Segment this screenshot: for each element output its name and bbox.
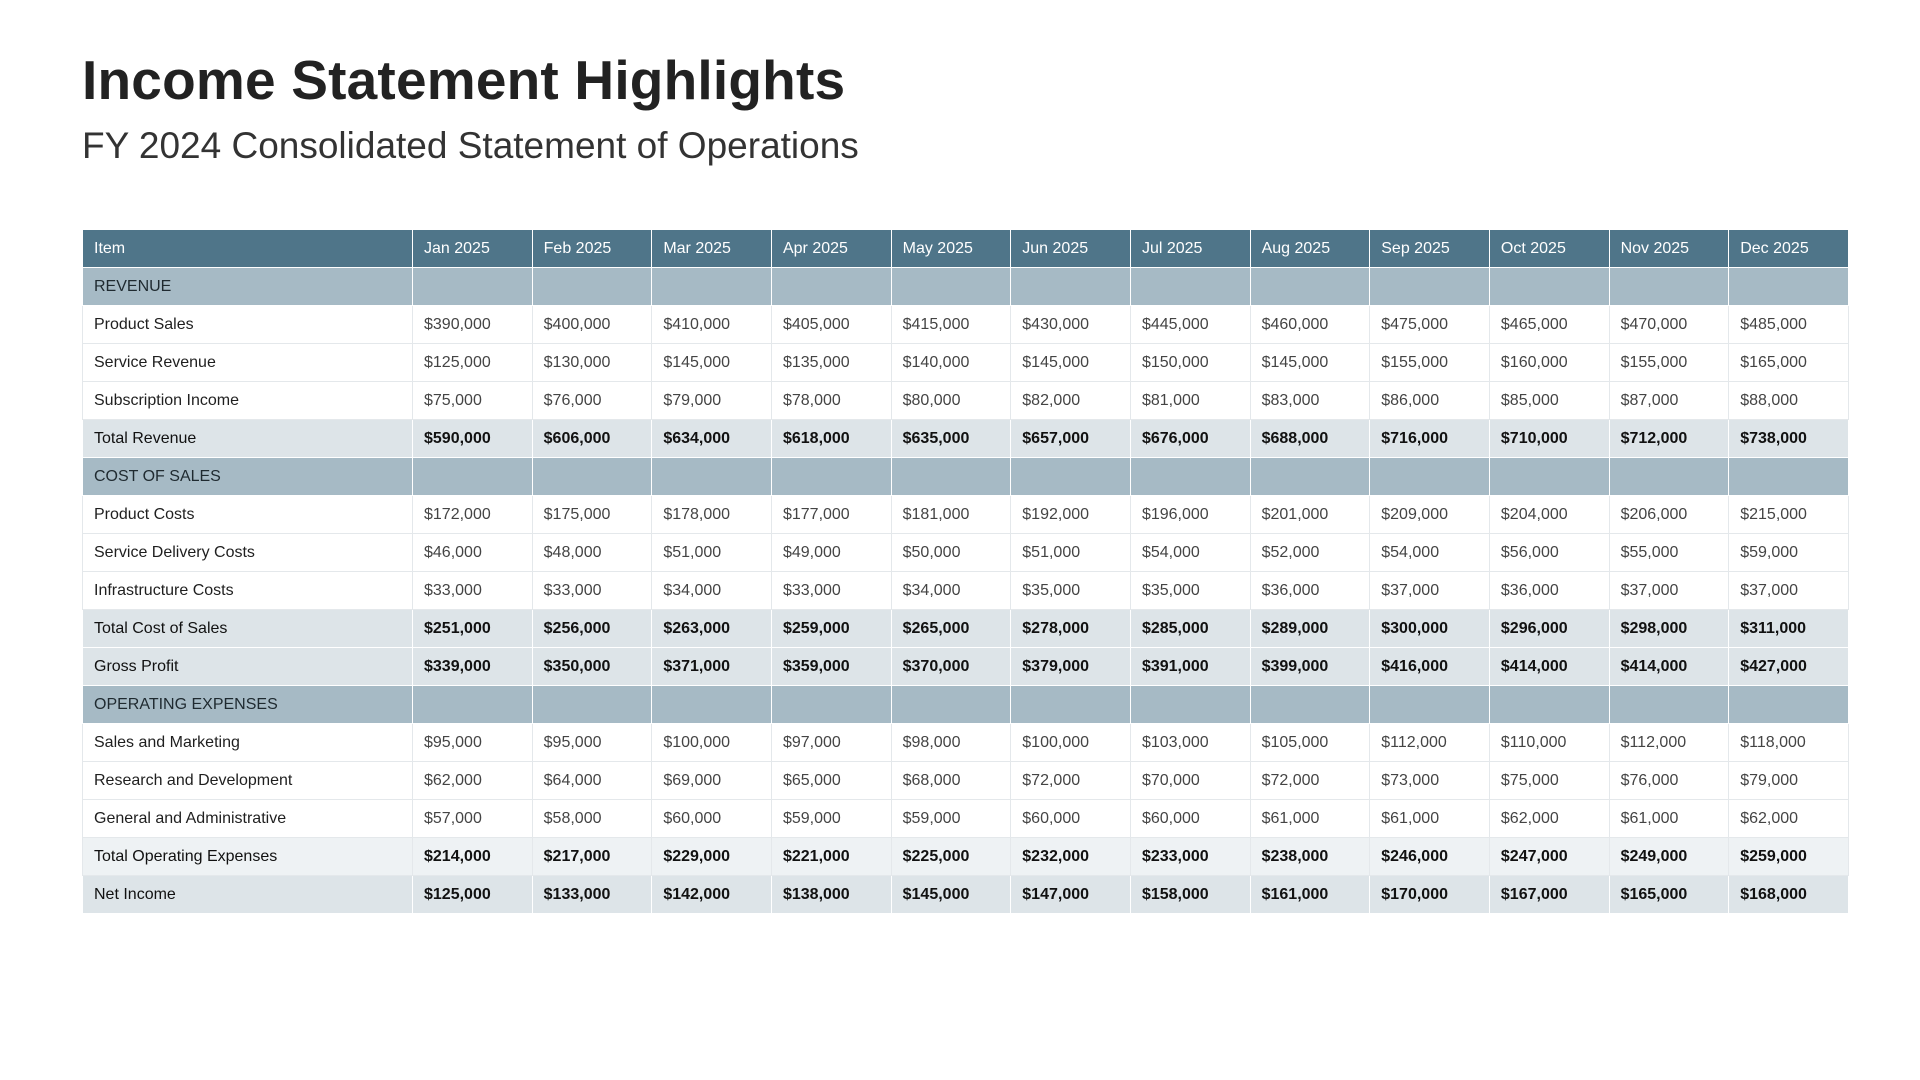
section-empty-cell	[1729, 268, 1849, 306]
section-empty-cell	[1130, 458, 1250, 496]
column-header-month: Apr 2025	[771, 230, 891, 268]
section-empty-cell	[891, 268, 1011, 306]
section-empty-cell	[1729, 458, 1849, 496]
value-cell: $414,000	[1609, 648, 1729, 686]
value-cell: $251,000	[413, 610, 533, 648]
section-empty-cell	[532, 686, 652, 724]
section-empty-cell	[652, 686, 772, 724]
section-header-row	[83, 686, 1849, 724]
value-cell: $296,000	[1489, 610, 1609, 648]
value-cell: $247,000	[1489, 838, 1609, 876]
column-header-month: Feb 2025	[532, 230, 652, 268]
value-cell: $50,000	[891, 534, 1011, 572]
value-cell: $75,000	[413, 382, 533, 420]
section-empty-cell	[1370, 686, 1490, 724]
value-cell: $97,000	[771, 724, 891, 762]
section-empty-cell	[652, 458, 772, 496]
row-label: Gross Profit	[83, 648, 413, 686]
value-cell: $445,000	[1130, 306, 1250, 344]
value-cell: $249,000	[1609, 838, 1729, 876]
row-label: Product Costs	[83, 496, 413, 534]
value-cell: $125,000	[413, 876, 533, 914]
value-cell: $300,000	[1370, 610, 1490, 648]
value-cell: $79,000	[1729, 762, 1849, 800]
value-cell: $657,000	[1011, 420, 1131, 458]
value-cell: $160,000	[1489, 344, 1609, 382]
table-row	[83, 496, 1849, 534]
value-cell: $606,000	[532, 420, 652, 458]
value-cell: $59,000	[891, 800, 1011, 838]
section-empty-cell	[1250, 686, 1370, 724]
value-cell: $400,000	[532, 306, 652, 344]
section-empty-cell	[413, 268, 533, 306]
value-cell: $165,000	[1609, 876, 1729, 914]
value-cell: $138,000	[771, 876, 891, 914]
value-cell: $475,000	[1370, 306, 1490, 344]
value-cell: $72,000	[1250, 762, 1370, 800]
income-statement-table-container	[82, 229, 1849, 914]
value-cell: $61,000	[1370, 800, 1490, 838]
total-row	[83, 876, 1849, 914]
value-cell: $80,000	[891, 382, 1011, 420]
value-cell: $72,000	[1011, 762, 1131, 800]
value-cell: $79,000	[652, 382, 772, 420]
value-cell: $59,000	[1729, 534, 1849, 572]
value-cell: $405,000	[771, 306, 891, 344]
section-label: REVENUE	[83, 268, 413, 306]
section-empty-cell	[1250, 458, 1370, 496]
value-cell: $201,000	[1250, 496, 1370, 534]
column-header-month: May 2025	[891, 230, 1011, 268]
row-label: Sales and Marketing	[83, 724, 413, 762]
value-cell: $37,000	[1729, 572, 1849, 610]
row-label: Research and Development	[83, 762, 413, 800]
value-cell: $118,000	[1729, 724, 1849, 762]
value-cell: $60,000	[1011, 800, 1131, 838]
value-cell: $225,000	[891, 838, 1011, 876]
value-cell: $430,000	[1011, 306, 1131, 344]
section-empty-cell	[1250, 268, 1370, 306]
value-cell: $78,000	[771, 382, 891, 420]
value-cell: $238,000	[1250, 838, 1370, 876]
row-label: Infrastructure Costs	[83, 572, 413, 610]
value-cell: $289,000	[1250, 610, 1370, 648]
value-cell: $145,000	[891, 876, 1011, 914]
value-cell: $83,000	[1250, 382, 1370, 420]
value-cell: $54,000	[1370, 534, 1490, 572]
value-cell: $57,000	[413, 800, 533, 838]
value-cell: $33,000	[771, 572, 891, 610]
value-cell: $590,000	[413, 420, 533, 458]
section-label: OPERATING EXPENSES	[83, 686, 413, 724]
value-cell: $33,000	[532, 572, 652, 610]
value-cell: $265,000	[891, 610, 1011, 648]
value-cell: $181,000	[891, 496, 1011, 534]
value-cell: $98,000	[891, 724, 1011, 762]
value-cell: $634,000	[652, 420, 772, 458]
value-cell: $36,000	[1489, 572, 1609, 610]
section-empty-cell	[1130, 268, 1250, 306]
value-cell: $100,000	[652, 724, 772, 762]
row-label: Total Cost of Sales	[83, 610, 413, 648]
section-empty-cell	[1370, 268, 1490, 306]
total-row	[83, 648, 1849, 686]
table-header-row	[83, 230, 1849, 268]
table-row	[83, 800, 1849, 838]
value-cell: $460,000	[1250, 306, 1370, 344]
value-cell: $110,000	[1489, 724, 1609, 762]
value-cell: $61,000	[1609, 800, 1729, 838]
value-cell: $76,000	[532, 382, 652, 420]
section-empty-cell	[1609, 268, 1729, 306]
value-cell: $712,000	[1609, 420, 1729, 458]
value-cell: $133,000	[532, 876, 652, 914]
value-cell: $379,000	[1011, 648, 1131, 686]
value-cell: $70,000	[1130, 762, 1250, 800]
section-empty-cell	[1489, 458, 1609, 496]
table-row	[83, 382, 1849, 420]
value-cell: $145,000	[1011, 344, 1131, 382]
value-cell: $359,000	[771, 648, 891, 686]
value-cell: $470,000	[1609, 306, 1729, 344]
value-cell: $278,000	[1011, 610, 1131, 648]
column-header-month: Sep 2025	[1370, 230, 1490, 268]
column-header-item: Item	[83, 230, 413, 268]
value-cell: $175,000	[532, 496, 652, 534]
value-cell: $350,000	[532, 648, 652, 686]
value-cell: $168,000	[1729, 876, 1849, 914]
value-cell: $140,000	[891, 344, 1011, 382]
value-cell: $81,000	[1130, 382, 1250, 420]
value-cell: $68,000	[891, 762, 1011, 800]
value-cell: $285,000	[1130, 610, 1250, 648]
section-header-row	[83, 268, 1849, 306]
value-cell: $46,000	[413, 534, 533, 572]
value-cell: $100,000	[1011, 724, 1131, 762]
value-cell: $142,000	[652, 876, 772, 914]
section-empty-cell	[1729, 686, 1849, 724]
value-cell: $85,000	[1489, 382, 1609, 420]
value-cell: $416,000	[1370, 648, 1490, 686]
row-label: Total Operating Expenses	[83, 838, 413, 876]
column-header-month: Jan 2025	[413, 230, 533, 268]
value-cell: $161,000	[1250, 876, 1370, 914]
table-row	[83, 534, 1849, 572]
value-cell: $155,000	[1609, 344, 1729, 382]
value-cell: $485,000	[1729, 306, 1849, 344]
column-header-month: Aug 2025	[1250, 230, 1370, 268]
value-cell: $60,000	[1130, 800, 1250, 838]
value-cell: $311,000	[1729, 610, 1849, 648]
value-cell: $256,000	[532, 610, 652, 648]
value-cell: $391,000	[1130, 648, 1250, 686]
value-cell: $82,000	[1011, 382, 1131, 420]
page-title: Income Statement Highlights	[82, 49, 846, 111]
value-cell: $34,000	[891, 572, 1011, 610]
value-cell: $55,000	[1609, 534, 1729, 572]
value-cell: $61,000	[1250, 800, 1370, 838]
value-cell: $427,000	[1729, 648, 1849, 686]
value-cell: $414,000	[1489, 648, 1609, 686]
value-cell: $246,000	[1370, 838, 1490, 876]
table-row	[83, 724, 1849, 762]
value-cell: $59,000	[771, 800, 891, 838]
value-cell: $178,000	[652, 496, 772, 534]
total-row	[83, 610, 1849, 648]
row-label: Total Revenue	[83, 420, 413, 458]
value-cell: $87,000	[1609, 382, 1729, 420]
value-cell: $155,000	[1370, 344, 1490, 382]
value-cell: $95,000	[413, 724, 533, 762]
section-empty-cell	[1370, 458, 1490, 496]
value-cell: $177,000	[771, 496, 891, 534]
table-body	[83, 268, 1849, 914]
value-cell: $37,000	[1609, 572, 1729, 610]
value-cell: $33,000	[413, 572, 533, 610]
section-empty-cell	[1609, 458, 1729, 496]
total-row	[83, 838, 1849, 876]
row-label: Service Revenue	[83, 344, 413, 382]
value-cell: $716,000	[1370, 420, 1490, 458]
value-cell: $204,000	[1489, 496, 1609, 534]
value-cell: $147,000	[1011, 876, 1131, 914]
value-cell: $676,000	[1130, 420, 1250, 458]
value-cell: $217,000	[532, 838, 652, 876]
value-cell: $221,000	[771, 838, 891, 876]
row-label: Product Sales	[83, 306, 413, 344]
value-cell: $103,000	[1130, 724, 1250, 762]
value-cell: $170,000	[1370, 876, 1490, 914]
section-empty-cell	[1489, 686, 1609, 724]
row-label: General and Administrative	[83, 800, 413, 838]
value-cell: $34,000	[652, 572, 772, 610]
value-cell: $35,000	[1130, 572, 1250, 610]
value-cell: $62,000	[1489, 800, 1609, 838]
value-cell: $105,000	[1250, 724, 1370, 762]
section-empty-cell	[1130, 686, 1250, 724]
section-empty-cell	[652, 268, 772, 306]
table-row	[83, 306, 1849, 344]
value-cell: $215,000	[1729, 496, 1849, 534]
value-cell: $65,000	[771, 762, 891, 800]
value-cell: $710,000	[1489, 420, 1609, 458]
value-cell: $75,000	[1489, 762, 1609, 800]
column-header-month: Mar 2025	[652, 230, 772, 268]
value-cell: $232,000	[1011, 838, 1131, 876]
value-cell: $259,000	[771, 610, 891, 648]
value-cell: $145,000	[652, 344, 772, 382]
value-cell: $36,000	[1250, 572, 1370, 610]
value-cell: $192,000	[1011, 496, 1131, 534]
value-cell: $54,000	[1130, 534, 1250, 572]
column-header-month: Jun 2025	[1011, 230, 1131, 268]
row-label: Subscription Income	[83, 382, 413, 420]
section-header-row	[83, 458, 1849, 496]
value-cell: $112,000	[1370, 724, 1490, 762]
value-cell: $130,000	[532, 344, 652, 382]
value-cell: $88,000	[1729, 382, 1849, 420]
table-row	[83, 572, 1849, 610]
value-cell: $339,000	[413, 648, 533, 686]
value-cell: $60,000	[652, 800, 772, 838]
value-cell: $206,000	[1609, 496, 1729, 534]
value-cell: $73,000	[1370, 762, 1490, 800]
section-empty-cell	[771, 268, 891, 306]
column-header-month: Dec 2025	[1729, 230, 1849, 268]
value-cell: $52,000	[1250, 534, 1370, 572]
table-row	[83, 762, 1849, 800]
value-cell: $371,000	[652, 648, 772, 686]
value-cell: $150,000	[1130, 344, 1250, 382]
value-cell: $298,000	[1609, 610, 1729, 648]
column-header-month: Nov 2025	[1609, 230, 1729, 268]
value-cell: $263,000	[652, 610, 772, 648]
value-cell: $64,000	[532, 762, 652, 800]
section-empty-cell	[532, 458, 652, 496]
section-empty-cell	[413, 458, 533, 496]
value-cell: $390,000	[413, 306, 533, 344]
section-label: COST OF SALES	[83, 458, 413, 496]
value-cell: $399,000	[1250, 648, 1370, 686]
value-cell: $58,000	[532, 800, 652, 838]
total-row	[83, 420, 1849, 458]
value-cell: $112,000	[1609, 724, 1729, 762]
value-cell: $62,000	[1729, 800, 1849, 838]
value-cell: $618,000	[771, 420, 891, 458]
table-row	[83, 344, 1849, 382]
value-cell: $76,000	[1609, 762, 1729, 800]
value-cell: $196,000	[1130, 496, 1250, 534]
column-header-month: Jul 2025	[1130, 230, 1250, 268]
value-cell: $49,000	[771, 534, 891, 572]
value-cell: $688,000	[1250, 420, 1370, 458]
value-cell: $158,000	[1130, 876, 1250, 914]
section-empty-cell	[1609, 686, 1729, 724]
row-label: Net Income	[83, 876, 413, 914]
value-cell: $51,000	[652, 534, 772, 572]
value-cell: $62,000	[413, 762, 533, 800]
value-cell: $738,000	[1729, 420, 1849, 458]
income-statement-table	[82, 229, 1849, 914]
value-cell: $165,000	[1729, 344, 1849, 382]
value-cell: $125,000	[413, 344, 533, 382]
value-cell: $35,000	[1011, 572, 1131, 610]
section-empty-cell	[1011, 458, 1131, 496]
value-cell: $86,000	[1370, 382, 1490, 420]
value-cell: $370,000	[891, 648, 1011, 686]
value-cell: $415,000	[891, 306, 1011, 344]
value-cell: $259,000	[1729, 838, 1849, 876]
section-empty-cell	[771, 458, 891, 496]
value-cell: $214,000	[413, 838, 533, 876]
section-empty-cell	[771, 686, 891, 724]
value-cell: $69,000	[652, 762, 772, 800]
section-empty-cell	[413, 686, 533, 724]
value-cell: $410,000	[652, 306, 772, 344]
value-cell: $145,000	[1250, 344, 1370, 382]
value-cell: $233,000	[1130, 838, 1250, 876]
column-header-month: Oct 2025	[1489, 230, 1609, 268]
value-cell: $135,000	[771, 344, 891, 382]
value-cell: $37,000	[1370, 572, 1490, 610]
value-cell: $172,000	[413, 496, 533, 534]
section-empty-cell	[532, 268, 652, 306]
value-cell: $51,000	[1011, 534, 1131, 572]
section-empty-cell	[891, 458, 1011, 496]
section-empty-cell	[1011, 686, 1131, 724]
value-cell: $229,000	[652, 838, 772, 876]
value-cell: $56,000	[1489, 534, 1609, 572]
value-cell: $465,000	[1489, 306, 1609, 344]
section-empty-cell	[1489, 268, 1609, 306]
value-cell: $209,000	[1370, 496, 1490, 534]
section-empty-cell	[891, 686, 1011, 724]
table-header	[83, 230, 1849, 268]
page-header	[82, 48, 859, 168]
value-cell: $635,000	[891, 420, 1011, 458]
value-cell: $95,000	[532, 724, 652, 762]
value-cell: $48,000	[532, 534, 652, 572]
page-subtitle: FY 2024 Consolidated Statement of Operations	[82, 125, 859, 166]
section-empty-cell	[1011, 268, 1131, 306]
row-label: Service Delivery Costs	[83, 534, 413, 572]
value-cell: $167,000	[1489, 876, 1609, 914]
